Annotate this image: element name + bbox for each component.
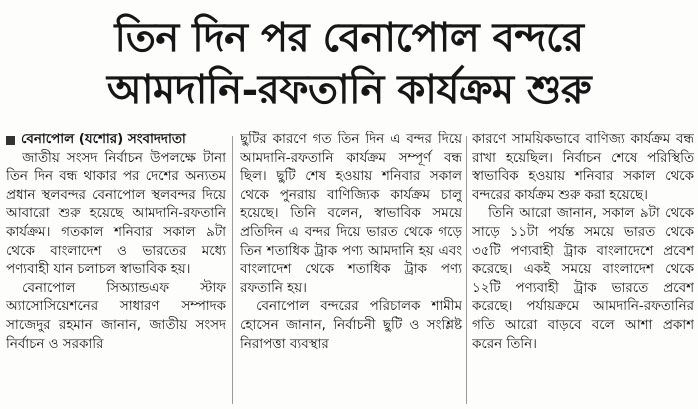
- byline-text: বেনাপোল (যশোর) সংবাদদাতা: [21, 132, 186, 147]
- paragraph: বেনাপোল বন্দরের পরিচালক শামীম হোসেন জানান, নির্বাচনী ছুটি ও সংশ্লিষ্ট নিরাপত্তা ব্যবস্থার: [240, 299, 462, 352]
- article-column-2: [240, 131, 462, 409]
- column-divider: [466, 136, 467, 404]
- paragraph: তিনি আরো জানান, সকাল ৯টা থেকে সাড়ে ১১টা পর্যন্ত সময়ে ভারত থেকে ৩৫টি পণ্যবাহী ট্রাক বাংলাদেশে প্রবেশ করেছে। একই সময়ে বাংলাদেশ থেকে ১২টি পণ্যবাহী ট্রাক ভারতে প্রবেশ করেছে। পর্যায়ক্রমে আমদানি-রফতানির গতি আরো বাড়বে বলে আশা প্রকাশ করেন তিনি।: [472, 206, 694, 352]
- column-divider: [232, 136, 233, 404]
- paragraph: জাতীয় সংসদ নির্বাচন উপলক্ষে টানা তিন দিন বন্ধ থাকার পর দেশের অন্যতম প্রধান স্থলবন্দর বেনাপোল স্থলবন্দর দিয়ে আবারো শুরু হয়েছে আমদানি-রফতানি কার্যক্রম। গতকাল শনিবার সকাল ৯টা থেকে বাংলাদেশ ও ভারতের মধ্যে পণ্যবাহী যান চলাচল স্বাভাবিক হয়।: [6, 150, 226, 278]
- paragraph: বেনাপোল সিঅ্যান্ডএফ স্টাফ অ্যাসোসিয়েশনের সাধারণ সম্পাদক সাজেদুর রহমান জানান, জাতীয় সংসদ নির্বাচন ও সরকারি: [6, 280, 226, 352]
- article-column-3: [472, 131, 694, 409]
- paragraph: ছুটির কারণে গত তিন দিন এ বন্দর দিয়ে আমদানি-রফতানি কার্যক্রম সম্পূর্ণ বন্ধ ছিল। ছুটি শেষ হওয়ায় শনিবার সকাল থেকে পুনরায় বাণিজ্যিক কার্যক্রম চালু হয়েছে। তিনি বলেন, স্বাভাবিক সময়ে প্রতিদিন এ বন্দর দিয়ে ভারত থেকে গড়ে তিন শতাধিক ট্রাক পণ্য আমদানি হয় এবং বাংলাদেশ থেকে শতাধিক ট্রাক পণ্য রফতানি হয়।: [240, 132, 462, 296]
- bullet-square-icon: [6, 136, 15, 145]
- headline-line-2: আমদানি-রফতানি কার্যক্রম শুরু: [106, 66, 592, 113]
- paragraph: কারণে সাময়িকভাবে বাণিজ্য কার্যক্রম বন্ধ রাখা হয়েছিল। নির্বাচন শেষে পরিস্থিতি স্বাভাবিক হওয়ায় শনিবার সকাল থেকে বন্দরের কার্যক্রম শুরু করা হয়েছে।: [472, 132, 694, 203]
- headline-line-1: তিন দিন পর বেনাপোল বন্দরে: [114, 14, 584, 61]
- article-column-1: [6, 131, 226, 409]
- headline: [0, 0, 698, 126]
- byline: [6, 131, 226, 150]
